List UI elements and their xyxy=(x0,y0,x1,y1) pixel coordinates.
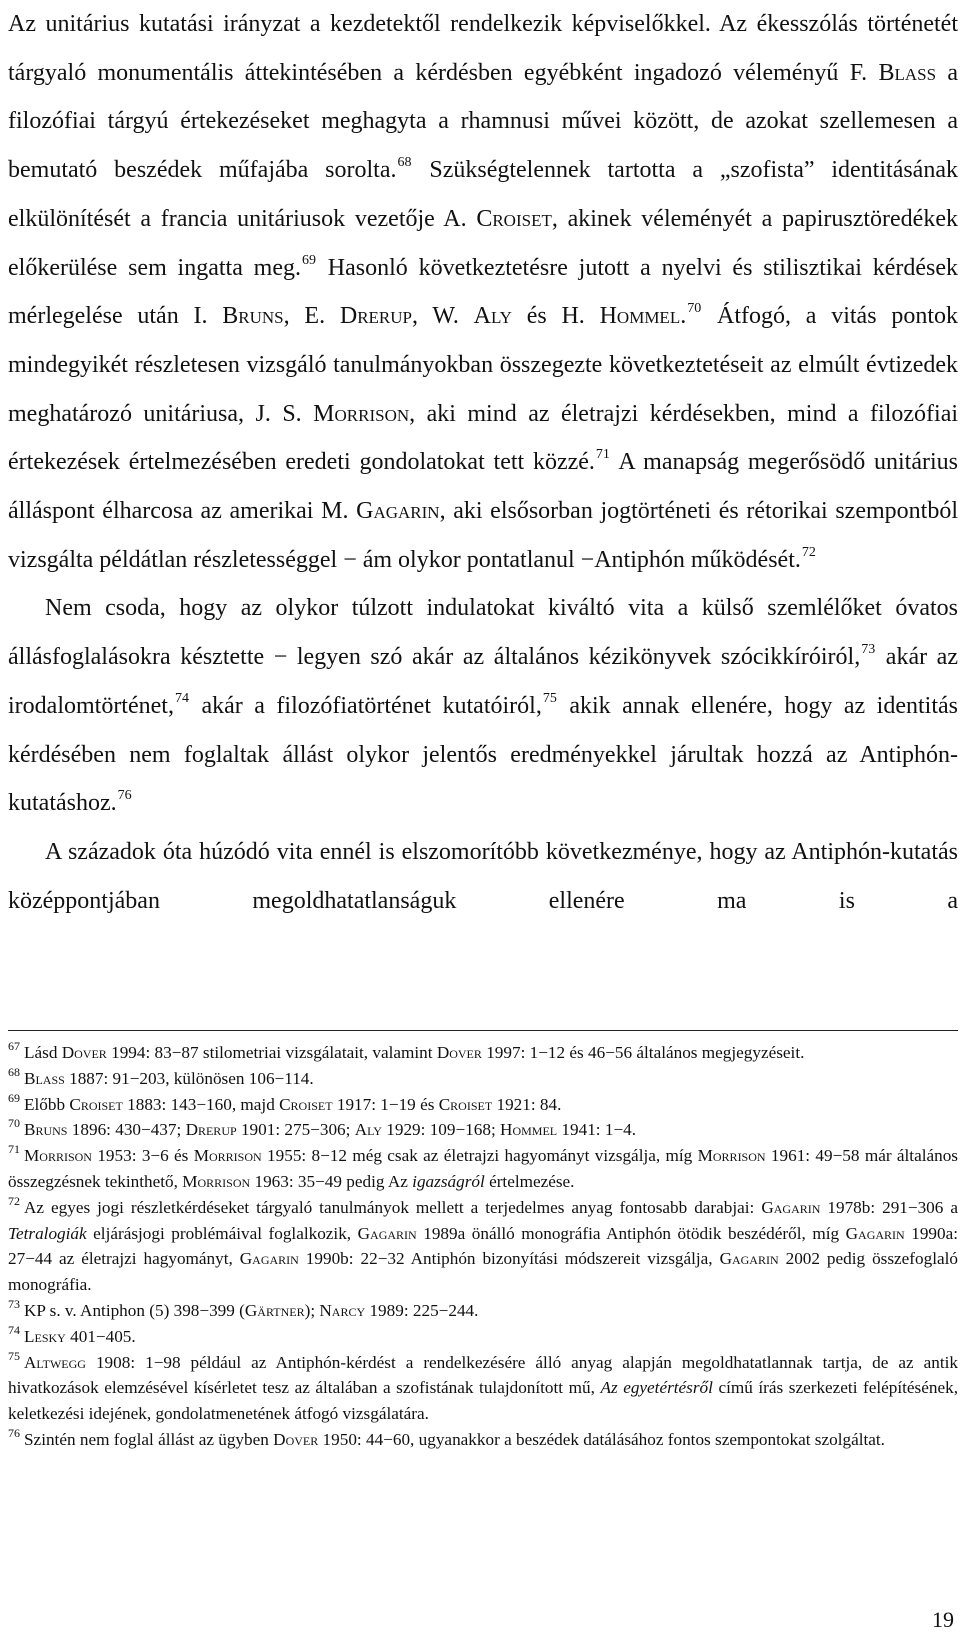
text-run: . xyxy=(680,303,687,330)
author-name: Lesky xyxy=(24,1326,66,1346)
author-name: Drerup xyxy=(185,1120,237,1140)
footnote-ref[interactable]: 75 xyxy=(542,690,557,706)
text-run: , aki elsősorban jogtörténeti és rétorikai szempontból vizsgálta példátlan részletességgel − ám olykor pontatlanul −Antiphón működését. xyxy=(8,498,958,573)
author-name: Dover xyxy=(61,1043,107,1062)
footnote-69 xyxy=(8,1092,958,1118)
author-name: Bruns xyxy=(222,303,284,330)
text-run: ); xyxy=(304,1300,320,1320)
author-name: Drerup xyxy=(339,303,413,330)
text-run: KP s. v. Antiphon (5) 398−399 ( xyxy=(24,1300,245,1320)
text-run: 1989a önálló monográfia Antiphón ötödik beszédéről, míg xyxy=(416,1223,846,1243)
author-name: Gagarin xyxy=(357,1223,417,1243)
author-name: Croiset xyxy=(69,1094,123,1114)
paragraph xyxy=(8,0,958,584)
author-name: Croiset xyxy=(438,1094,493,1114)
footnote-number: 73 xyxy=(8,1296,20,1311)
author-name: Dover xyxy=(273,1429,319,1449)
footnote-70 xyxy=(8,1117,958,1143)
text-run: Szintén nem foglal állást az ügyben xyxy=(24,1429,274,1449)
text-run: 2002 pedig összefoglaló monográfia. xyxy=(8,1249,958,1295)
text-run: Szükségtelennek tartotta a „szofista” identitásának elkülönítését a francia unitáriusok vezetője A. xyxy=(8,157,958,232)
footnote-76 xyxy=(8,1427,958,1453)
page-number: 19 xyxy=(932,1607,954,1632)
author-name: Croiset xyxy=(476,205,552,232)
footnote-ref[interactable]: 73 xyxy=(861,642,876,658)
text-run: 1901: 275−306; xyxy=(236,1120,355,1140)
footnote-68 xyxy=(8,1066,958,1092)
author-name: Gagarin xyxy=(719,1249,779,1269)
author-name: Morrison xyxy=(182,1171,251,1191)
text-run: , akinek véleményét a papirusztöredékek előkerülése sem ingatta meg. xyxy=(8,205,958,281)
footnote-number: 72 xyxy=(8,1193,20,1208)
paragraph xyxy=(8,584,958,828)
footnote-72 xyxy=(8,1195,958,1298)
text-run: 1896: 430−437; xyxy=(67,1120,186,1140)
main-text xyxy=(8,0,958,925)
text-run: 1921: 84. xyxy=(492,1094,562,1114)
footnote-number: 75 xyxy=(8,1348,20,1363)
footnote-ref[interactable]: 71 xyxy=(595,447,610,463)
footnote-ref[interactable]: 68 xyxy=(397,155,412,171)
author-name: Aly xyxy=(354,1120,382,1140)
author-name: Dover xyxy=(436,1043,482,1062)
text-run: A századok óta húzódó vita ennél is elszomorítóbb következménye, hogy az Antiphón-kutatás középpontjában megoldhatatlanságuk ellenére ma is a xyxy=(8,838,958,914)
text-run: Előbb xyxy=(24,1094,70,1114)
text-run: 1990b: 22−32 Antiphón bizonyítási módszereit vizsgálja, xyxy=(298,1249,720,1269)
footnote-67 xyxy=(8,1040,958,1066)
author-name: Gagarin xyxy=(845,1223,905,1243)
footnote-number: 74 xyxy=(8,1322,20,1337)
text-run: akár az irodalomtörténet, xyxy=(8,644,958,719)
author-name: Blass xyxy=(878,59,937,86)
text-run: 1883: 143−160, majd xyxy=(122,1094,280,1114)
text-run: 1978b: 291−306 a xyxy=(820,1197,958,1217)
text-run: , E. xyxy=(283,303,340,330)
text-run: Az egyes jogi részletkérdéseket tárgyaló tanulmányok mellett a terjedelmes anyag fontosabb darabjai: xyxy=(24,1197,762,1217)
text-run: Átfogó, a vitás pontok mindegyikét részletesen vizsgáló tanulmányokban összegezte következtetéseit az elmúlt évtizedek meghatározó unitáriusa, J. S. xyxy=(8,303,958,427)
footnote-number: 69 xyxy=(8,1090,20,1105)
author-name: Gagarin xyxy=(356,498,440,525)
work-title: Az egyetértésről xyxy=(600,1378,713,1398)
text-run: 401−405. xyxy=(65,1326,136,1346)
text-run: , aki mind az életrajzi kérdésekben, mind a filozófiai értekezések értelmezésében eredeti gondolatokat tett közzé. xyxy=(8,400,959,476)
footnote-number: 76 xyxy=(8,1425,20,1440)
text-run: 1917: 1−19 és xyxy=(332,1094,439,1114)
text-run: című írás szerkezeti felépítésének, keletkezési idejének, gondolatmenetének átfogó vizsgálatára. xyxy=(8,1378,958,1424)
text-run: 1941: 1−4. xyxy=(557,1120,637,1140)
footnote-71 xyxy=(8,1143,958,1195)
author-name: Morrison xyxy=(697,1146,766,1166)
footnote-73 xyxy=(8,1298,958,1324)
text-run: akár a filozófiatörténet kutatóiról, xyxy=(189,692,542,719)
text-run: Lásd xyxy=(24,1043,62,1062)
text-run: 1950: 44−60, ugyanakkor a beszédek datálásához fontos szempontokat szolgáltat. xyxy=(318,1429,885,1449)
text-run: és H. xyxy=(511,303,600,330)
text-run: 1997: 1−12 és 46−56 általános megjegyzéseit. xyxy=(481,1043,805,1062)
footnote-number: 70 xyxy=(8,1116,20,1131)
footnote-ref[interactable]: 70 xyxy=(687,301,702,317)
author-name: Altwegg xyxy=(24,1352,86,1372)
author-name: Hommel xyxy=(500,1120,558,1140)
work-title: igazságról xyxy=(412,1171,485,1191)
text-run: a filozófiai tárgyú értekezéseket meghagyta a rhamnusi művei között, de azokat szellemesen a bemutató beszédek műfajába sorolta. xyxy=(8,59,959,184)
text-run: A manapság megerősödő unitárius álláspont élharcosa az amerikai M. xyxy=(8,449,958,525)
text-run: 1963: 35−49 pedig Az xyxy=(250,1171,413,1191)
author-name: Narcy xyxy=(319,1300,366,1320)
author-name: Bruns xyxy=(24,1120,68,1140)
text-run: 1994: 83−87 stilometriai vizsgálatait, valamint xyxy=(106,1043,437,1062)
footnote-ref[interactable]: 69 xyxy=(302,252,316,268)
paragraph xyxy=(8,828,958,925)
text-run: 1908: 1−98 például az Antiphón-kérdést a rendelkezésére álló anyag alapján megoldhatatlannak tartja, de az antik hivatkozások elemzésével kísérletet tesz az általában a szofistának tulajdonított mű, xyxy=(8,1352,958,1398)
text-run: Az unitárius kutatási irányzat a kezdetektől rendelkezik képviselőkkel. Az ékesszólás történetét tárgyaló monumentális áttekintésében a kérdésben egyébként ingadozó véleményű F. xyxy=(8,11,958,86)
footnotes xyxy=(8,1040,958,1453)
footnote-number: 68 xyxy=(8,1064,20,1079)
author-name: Morrison xyxy=(193,1146,262,1166)
footnote-separator xyxy=(8,1030,958,1031)
author-name: Morrison xyxy=(313,400,410,427)
text-run: értelmezése. xyxy=(484,1171,575,1191)
footnote-ref[interactable]: 72 xyxy=(801,544,816,560)
author-name: Hommel xyxy=(599,303,681,330)
author-name: Aly xyxy=(473,303,512,330)
footnote-ref[interactable]: 76 xyxy=(117,788,132,804)
footnote-ref[interactable]: 74 xyxy=(174,690,189,706)
author-name: Gagarin xyxy=(761,1197,821,1217)
footnote-75 xyxy=(8,1350,958,1427)
author-name: Blass xyxy=(24,1068,65,1088)
text-run: 1961: 49−58 már általános összegzésnek tekinthető, xyxy=(8,1146,958,1191)
text-run: akik annak ellenére, hogy az identitás kérdésében nem foglaltak állást olykor jelentős eredményekkel járultak hozzá az Antiphón-kutatáshoz. xyxy=(8,692,958,817)
author-name: Gagarin xyxy=(239,1249,299,1269)
author-name: Gärtner xyxy=(244,1300,305,1320)
author-name: Croiset xyxy=(279,1094,333,1114)
text-run: Hasonló következtetésre jutott a nyelvi és stilisztikai kérdések mérlegelése után I. xyxy=(8,254,958,330)
text-run: Nem csoda, hogy az olykor túlzott indulatokat kiváltó vita a külső szemlélőket óvatos állásfoglalásokra késztette − legyen szó akár az általános kézikönyvek szócikkíróiról, xyxy=(8,595,958,671)
work-title: Tetralogiák xyxy=(8,1223,87,1243)
text-run: 1929: 109−168; xyxy=(381,1120,501,1140)
footnote-74 xyxy=(8,1324,958,1350)
text-run: 1955: 8−12 még csak az életrajzi hagyományt vizsgálja, míg xyxy=(261,1146,698,1166)
author-name: Morrison xyxy=(24,1146,92,1166)
text-run: 1990a: 27−44 az életrajzi hagyományt, xyxy=(8,1223,959,1269)
text-run: 1887: 91−203, különösen 106−114. xyxy=(64,1068,314,1088)
text-run: 1989: 225−244. xyxy=(365,1300,479,1320)
footnote-number: 67 xyxy=(8,1039,20,1053)
text-run: , W. xyxy=(412,303,474,330)
footnote-number: 71 xyxy=(8,1142,20,1157)
text-run: eljárásjogi problémáival foglalkozik, xyxy=(86,1223,358,1243)
text-run: 1953: 3−6 és xyxy=(91,1146,194,1166)
